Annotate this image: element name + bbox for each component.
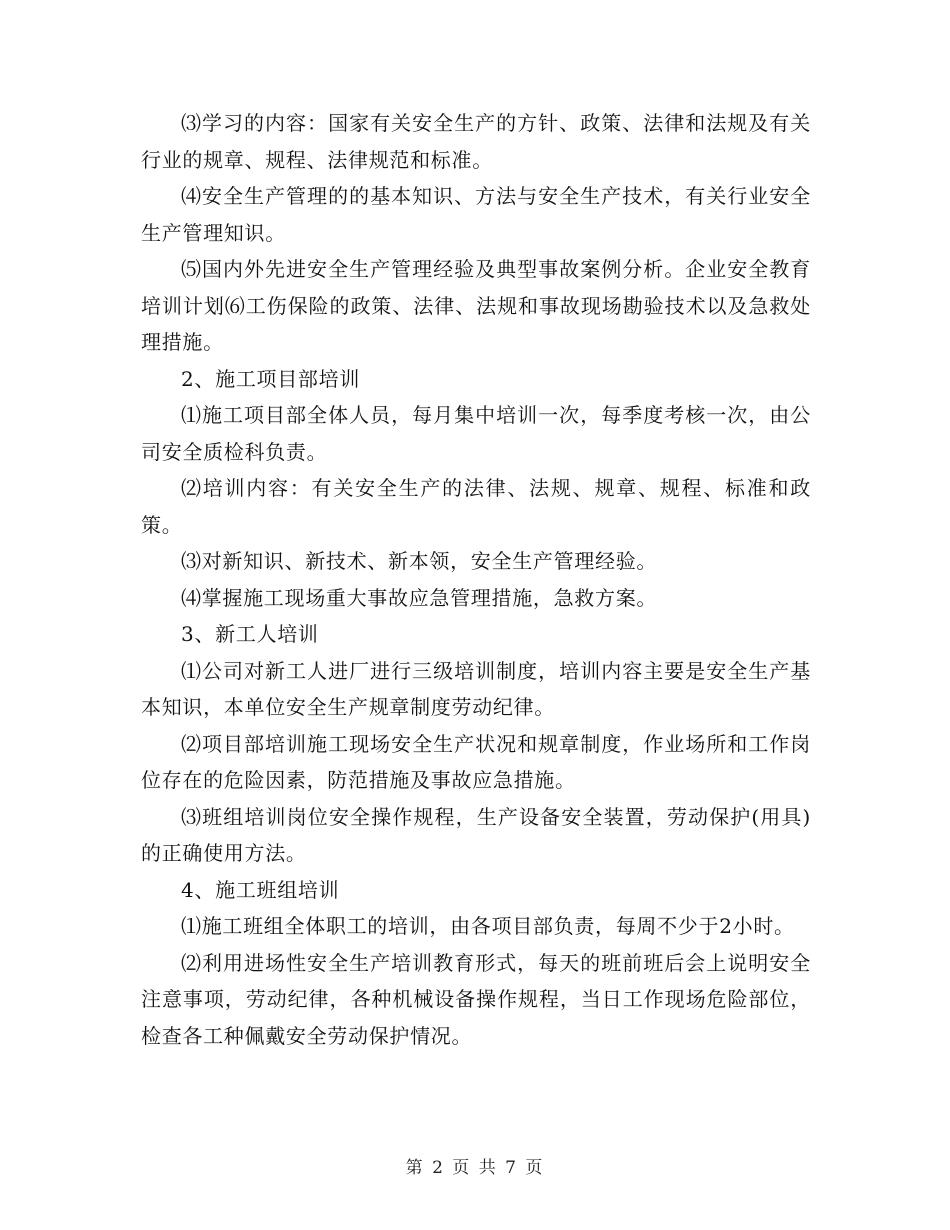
paragraph-new-knowledge: ⑶对新知识、新技术、新本领，安全生产管理经验。 xyxy=(181,549,658,573)
section-heading-project-training: 2、施工项目部培训 xyxy=(181,366,361,391)
paragraph-emergency-measures: ⑷掌握施工现场重大事故应急管理措施，急救方案。 xyxy=(181,585,658,610)
section-heading-new-worker-training: 3、新工人培训 xyxy=(181,622,319,646)
paragraph-team-staff: ⑴施工班组全体职工的培训，由各项目部负责，每周不少于2小时。 xyxy=(181,914,795,938)
paragraph-study-content: ⑶学习的内容：国家有关安全生产的方针、政策、法律和法规及有关行业的规章、规程、法律规范和标准。 xyxy=(141,111,811,172)
paragraph-site-training: ⑵项目部培训施工现场安全生产状况和规章制度，作业场所和工作岗位存在的危险因素，防范措施及事故应急措施。 xyxy=(141,731,811,792)
document-body xyxy=(141,105,811,1054)
paragraph-project-staff: ⑴施工项目部全体人员，每月集中培训一次，每季度考核一次，由公司安全质检科负责。 xyxy=(141,403,811,464)
paragraph-three-level-training: ⑴公司对新工人进厂进行三级培训制度，培训内容主要是安全生产基本知识，本单位安全生产规章制度劳动纪律。 xyxy=(141,658,811,719)
section-heading-team-training: 4、施工班组培训 xyxy=(181,877,340,902)
paragraph-team-training: ⑶班组培训岗位安全操作规程，生产设备安全装置，劳动保护(用具)的正确使用方法。 xyxy=(141,804,811,865)
paragraph-advanced-experience: ⑸国内外先进安全生产管理经验及典型事故案例分析。企业安全教育培训计划⑹工伤保险的政策、法律、法规和事故现场勘验技术以及急救处理措施。 xyxy=(141,257,811,354)
page-number: 第 2 页 共 7 页 xyxy=(405,1158,545,1178)
paragraph-training-content: ⑵培训内容：有关安全生产的法律、法规、规章、规程、标准和政策。 xyxy=(141,476,811,537)
paragraph-basic-knowledge: ⑷安全生产管理的的基本知识、方法与安全生产技术，有关行业安全生产管理知识。 xyxy=(141,184,811,245)
paragraph-daily-meetings: ⑵利用进场性安全生产培训教育形式，每天的班前班后会上说明安全注意事项，劳动纪律，各种机械设备操作规程，当日工作现场危险部位，检查各工种佩戴安全劳动保护情况。 xyxy=(141,950,811,1048)
